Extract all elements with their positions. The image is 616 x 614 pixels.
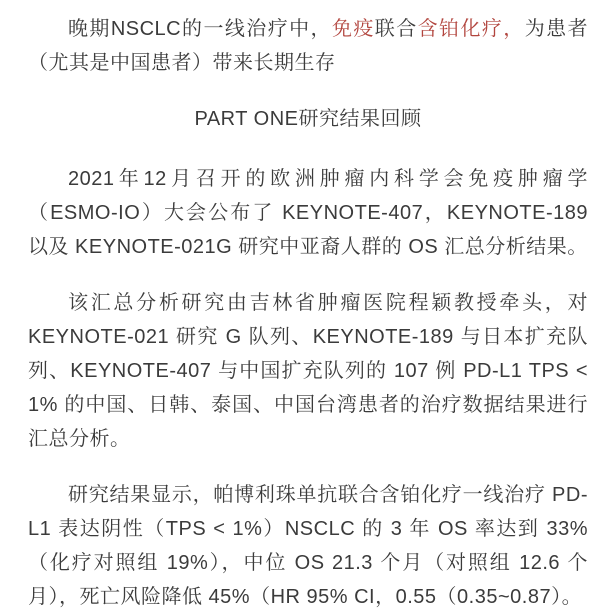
intro-text-segment: 为患者（尤其是中国患者）带来长期生存 xyxy=(28,18,589,74)
intro-highlight-immunotherapy: 免疫 xyxy=(331,18,375,40)
intro-highlight-platinum-chemo: 含铂化疗， xyxy=(417,18,525,40)
intro-paragraph xyxy=(28,12,588,80)
intro-text-segment: 联合 xyxy=(374,18,418,40)
section-heading-part-one: PART ONE研究结果回顾 xyxy=(194,108,422,130)
intro-text-segment: 晚期NSCLC的一线治疗中， xyxy=(68,18,332,40)
paragraph-study-results: 研究结果显示，帕博利珠单抗联合含铂化疗一线治疗 PD-L1 表达阴性（TPS < 1%）NSCLC 的 3 年 OS 率达到 33%（化疗对照组 19%），中位 OS 21.3 个月（对照组 12.6 个月），死亡风险降低 45%（HR 95% CI，0.55（0.35~0.87）。 xyxy=(28,484,588,608)
paragraph-esmo-announcement: 2021年12月召开的欧洲肿瘤内科学会免疫肿瘤学（ESMO-IO）大会公布了 KEYNOTE-407，KEYNOTE-189 以及 KEYNOTE-021G 研究中亚裔人群的 OS 汇总分析结果。 xyxy=(28,168,588,258)
paragraph-pooled-analysis-cohorts: 该汇总分析研究由吉林省肿瘤医院程颖教授牵头，对 KEYNOTE-021 研究 G 队列、KEYNOTE-189 与日本扩充队列、KEYNOTE-407 与中国扩充队列的 107 例 PD-L1 TPS < 1% 的中国、日韩、泰国、中国台湾患者的治疗数据结果进行汇总分析。 xyxy=(28,292,588,450)
